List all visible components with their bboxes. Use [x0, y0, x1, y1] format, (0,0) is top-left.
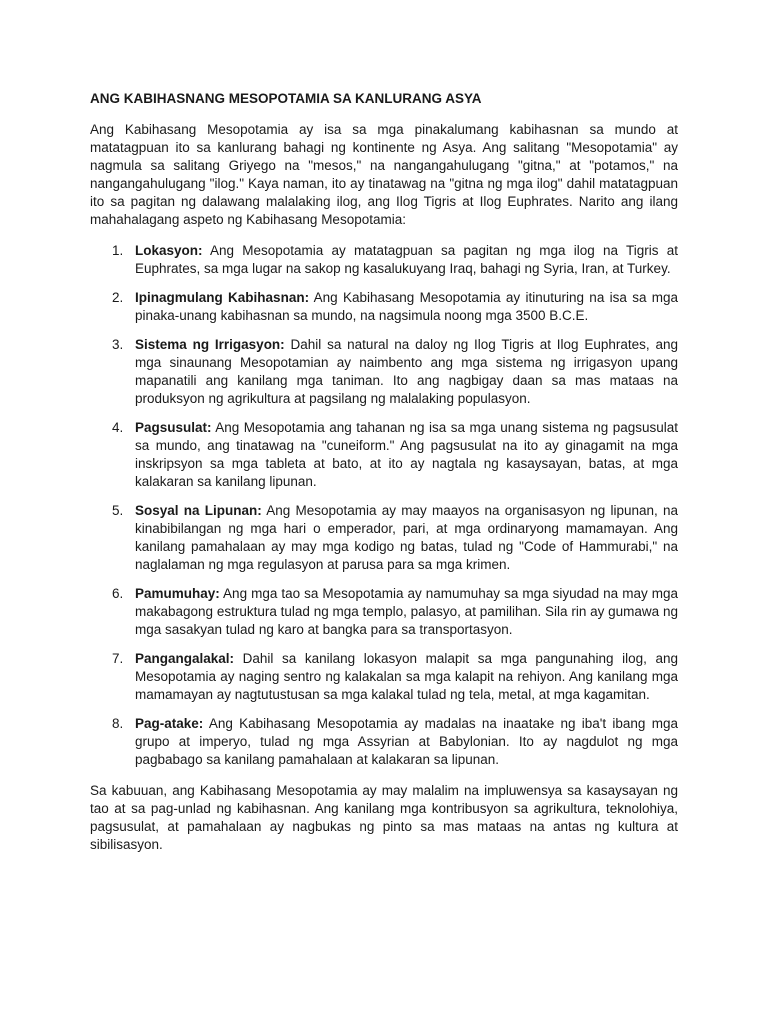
list-item-number: 1.	[112, 243, 124, 258]
list-item-number: 5.	[112, 503, 124, 518]
list-item	[90, 650, 678, 704]
list-item	[90, 289, 678, 325]
list-item-term: Lokasyon:	[135, 243, 203, 258]
list-item	[90, 715, 678, 769]
list-item-text: Ang Mesopotamia ay matatagpuan sa pagitan ng mga ilog na Tigris at Euphrates, sa mga lugar na sakop ng kasalukuyang Iraq, bahagi ng Syria, Iran, at Turkey.	[135, 243, 678, 276]
list-item-number: 7.	[112, 651, 124, 666]
conclusion-paragraph: Sa kabuuan, ang Kabihasang Mesopotamia ay may malalim na impluwensya sa kasaysayan ng tao at sa pag-unlad ng kabihasnan. Ang kanilang mga kontribusyon sa agrikultura, teknolohiya, pagsusulat, at pamahalaan ay nagbukas ng pinto sa mas mataas na antas ng kultura at sibilisasyon.	[90, 783, 678, 852]
list-item-text: Ang mga tao sa Mesopotamia ay namumuhay sa mga siyudad na may mga makabagong estruktura tulad ng mga templo, palasyo, at pamilihan. Sila rin ay gumawa ng mga sasakyan tulad ng karo at bangka para sa transportasyon.	[135, 586, 678, 637]
list-item	[90, 502, 678, 574]
list-item-number: 3.	[112, 337, 124, 352]
document-page	[90, 90, 678, 867]
list-item-term: Pagsusulat:	[135, 420, 212, 435]
list-item-number: 4.	[112, 420, 124, 435]
list-item	[90, 336, 678, 408]
list-item-number: 6.	[112, 586, 124, 601]
list-item-text: Dahil sa natural na daloy ng Ilog Tigris at Ilog Euphrates, ang mga sinaunang Mesopotamian ay naimbento ang mga sistema ng irrigasyon upang mapanatili ang kanilang mga taniman. Ito ang nagbigay daan sa mas mataas na produksyon ng agrikultura at pagsilang ng malalaking populasyon.	[135, 337, 678, 406]
list-item	[90, 585, 678, 639]
list-item-text: Ang Mesopotamia ay may maayos na organisasyon ng lipunan, na kinabibilangan ng mga hari o emperador, pari, at mga ordinaryong mamamayan. Ang kanilang pamahalaan ay may mga kodigo ng batas, tulad ng "Code of Hammurabi," na naglalaman ng mga regulasyon at parusa para sa mga krimen.	[135, 503, 678, 572]
list-item-term: Ipinagmulang Kabihasnan:	[135, 290, 310, 305]
list-item-text: Dahil sa kanilang lokasyon malapit sa mga pangunahing ilog, ang Mesopotamia ay naging sentro ng kalakalan sa mga kalapit na rehiyon. Ang kanilang mga mamamayan ay nagtutustusan sa mga kalakal tulad ng tela, metal, at mga kagamitan.	[135, 651, 678, 702]
list-item	[90, 419, 678, 491]
list-item-term: Pamumuhay:	[135, 586, 220, 601]
list-item	[90, 242, 678, 278]
document-title: ANG KABIHASNANG MESOPOTAMIA SA KANLURANG ASYA	[90, 91, 482, 106]
list-item-text: Ang Mesopotamia ang tahanan ng isa sa mga unang sistema ng pagsusulat sa mundo, ang tinatawag na "cuneiform." Ang pagsusulat na ito ay ginagamit na mga inskripsyon sa mga tableta at bato, at ito ay nagtala ng kasaysayan, batas, at mga kalakaran sa kanilang lipunan.	[135, 420, 678, 489]
list-item-term: Pangangalakal:	[135, 651, 235, 666]
list-item-text: Ang Kabihasang Mesopotamia ay itinuturing na isa sa mga pinaka-unang kabihasnan sa mundo, na nagsimula noong mga 3500 B.C.E.	[135, 290, 679, 323]
list-item-term: Sosyal na Lipunan:	[135, 503, 262, 518]
list-item-term: Sistema ng Irrigasyon:	[135, 337, 285, 352]
aspects-list	[90, 242, 678, 769]
list-item-text: Ang Kabihasang Mesopotamia ay madalas na inaatake ng iba't ibang mga grupo at imperyo, tulad ng mga Assyrian at Babylonian. Ito ay nagdulot ng mga pagbabago sa kanilang pamahalaan at kalakaran sa lipunan.	[135, 716, 678, 767]
list-item-number: 8.	[112, 716, 124, 731]
list-item-number: 2.	[112, 290, 124, 305]
list-item-term: Pag-atake:	[135, 716, 204, 731]
intro-paragraph: Ang Kabihasang Mesopotamia ay isa sa mga pinakalumang kabihasnan sa mundo at matatagpuan ito sa kanlurang bahagi ng kontinente ng Asya. Ang salitang "Mesopotamia" ay nagmula sa salitang Griyego na "mesos," na nangangahulugang "gitna," at "potamos," na nangangahulugang "ilog." Kaya naman, ito ay tinatawag na "gitna ng mga ilog" dahil matatagpuan ito sa pagitan ng dalawang malalaking ilog, ang Ilog Tigris at Ilog Euphrates. Narito ang ilang mahahalagang aspeto ng Kabihasang Mesopotamia:	[90, 122, 678, 227]
